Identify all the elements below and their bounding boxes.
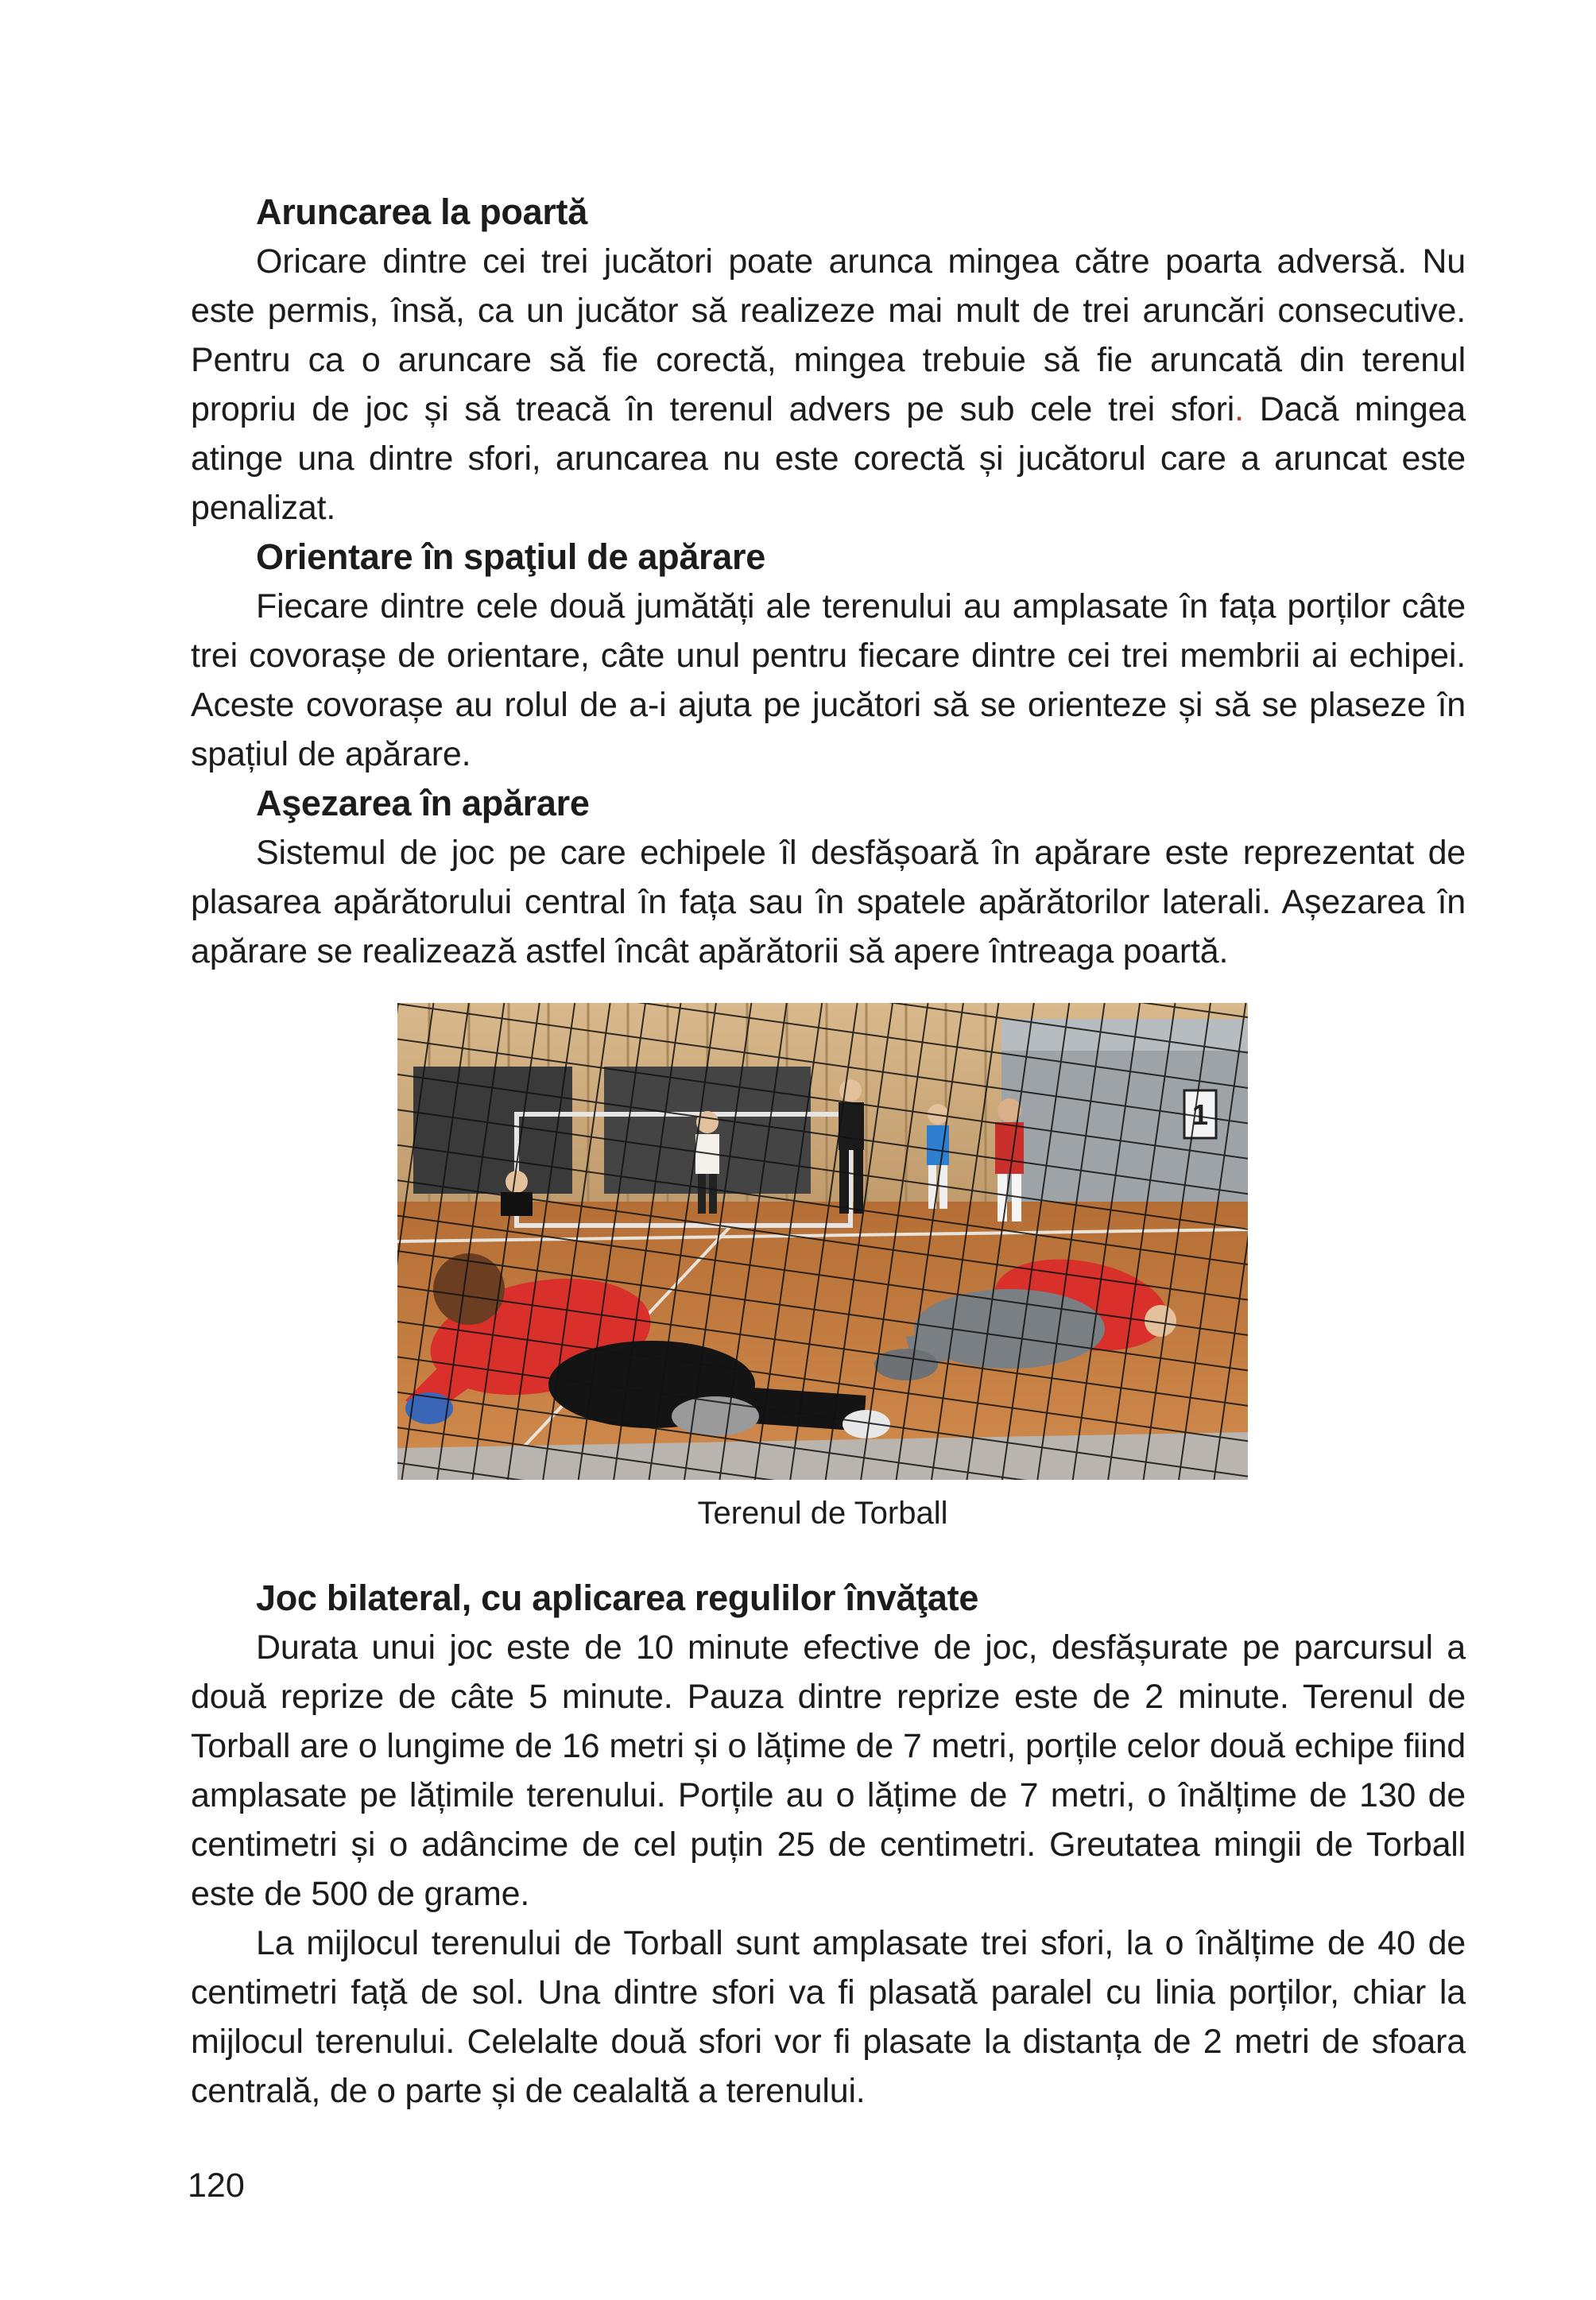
paragraph-aruncarea [191,237,1466,532]
page-number: 120 [188,2166,245,2205]
paragraph-aruncarea-rest: Dacă mingea atinge una dintre sfori, aruncarea nu este corectă și jucătorul care a aruncat este penalizat. [191,390,1466,527]
bilateral-text-block [191,1574,1466,2116]
paragraph-orientare: Fiecare dintre cele două jumătăți ale terenului au amplasate în fața porților câte trei covorașe de orientare, câte unul pentru fiecare dintre cei trei membrii ai echipei. Aceste covorașe au rolul de a-i ajuta pe jucători să se orienteze și să se plaseze în spațiul de apărare. [191,587,1466,773]
heading-joc-bilateral: Joc bilateral, cu aplicarea regulilor învăţate [256,1578,979,1618]
top-text-block [191,188,1466,976]
heading-aruncarea: Aruncarea la poartă [256,192,587,232]
heading-orientare: Orientare în spaţiul de apărare [256,536,765,577]
paragraph-asezarea: Sistemul de joc pe care echipele îl desfășoară în apărare este reprezentat de plasarea apărătorului central în fața sau în spatele apărătorilor laterali. Așezarea în apărare se realizează astfel încât apărătorii să apere întreaga poartă. [191,834,1466,970]
red-period: . [1234,390,1244,428]
torball-photo-illustration [397,1003,1248,1480]
figure-caption: Terenul de Torball [697,1496,948,1531]
paragraph-bilateral-1: Durata unui joc este de 10 minute efective de joc, desfășurate pe parcursul a două reprize de câte 5 minute. Pauza dintre reprize este de 2 minute. Terenul de Torball are o lungime de 16 metri și o lățime de 7 metri, porțile celor două echipe fiind amplasate pe lățimile terenului. Porțile au o lățime de 7 metri, o înălțime de 130 de centimetri și o adâncime de cel puțin 25 de centimetri. Greutatea mingii de Torball este de 500 de grame. [191,1628,1466,1913]
paragraph-bilateral-2: La mijlocul terenului de Torball sunt amplasate trei sfori, la o înălțime de 40 de centimetri față de sol. Una dintre sfori va fi plasată paralel cu linia porților, chiar la mijlocul terenului. Celelalte două sfori vor fi plasate la distanța de 2 metri de sfoara centrală, de o parte și de cealaltă a terenului. [191,1924,1466,2110]
heading-asezarea: Aşezarea în apărare [256,783,590,823]
paragraph-aruncarea-main: Oricare dintre cei trei jucători poate arunca mingea către poarta adversă. Nu este permis, însă, ca un jucător să realizeze mai mult de trei aruncări consecutive. Pentru ca o aruncare să fie corectă, mingea trebuie să fie aruncată din terenul propriu de joc și să treacă în terenul advers pe sub cele trei sfori [191,242,1466,428]
torball-photo [397,1003,1248,1480]
